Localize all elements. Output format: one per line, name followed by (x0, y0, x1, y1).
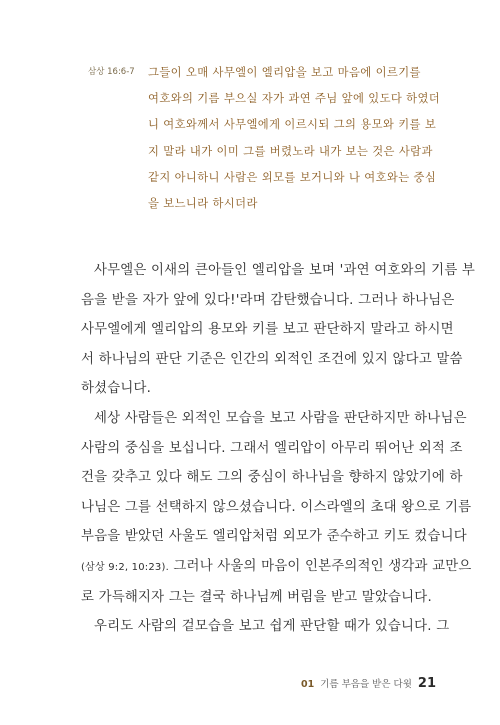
body-line: 우리도 사람의 겉모습을 보고 쉽게 판단할 때가 있습니다. 그 (94, 619, 450, 635)
body-line-with-reference (81, 552, 472, 583)
body-line: 사무엘은 이새의 큰아들인 엘리압을 보며 '과연 여호와의 기름 부 (94, 263, 476, 278)
body-line: 건을 갖추고 있다 해도 그의 중심이 하나님을 향하지 않았기에 하 (81, 470, 463, 486)
scripture-quote (88, 60, 441, 217)
body-line: 음을 받을 자가 앞에 있다!'라며 감탄했습니다. 그러나 하나님은 (81, 292, 455, 308)
body-line: 나님은 그를 선택하지 않으셨습니다. 이스라엘의 초대 왕으로 기름 (81, 499, 472, 515)
body-line-text: 그러나 사울의 마음이 인본주의적인 생각과 교만으 (173, 558, 472, 574)
page-number: 21 (417, 676, 436, 691)
quote-line: 같지 아니하니 사람은 외모를 보거니와 나 여호와는 중심 (148, 170, 437, 184)
body-line: 하셨습니다. (81, 381, 152, 397)
body-line: 로 가득해지자 그는 결국 하나님께 버림을 받고 말았습니다. (81, 589, 432, 605)
chapter-title: 기름 부음을 받은 다윗 (320, 679, 412, 690)
body-line: 서 하나님의 판단 기준은 인간의 외적인 조건에 있지 않다고 말씀 (81, 351, 463, 367)
quote-line: 여호와의 기름 부으실 자가 과연 주님 앞에 있도다 하였더 (148, 92, 441, 106)
quote-line: 지 말라 내가 이미 그를 버렸노라 내가 보는 것은 사람과 (148, 144, 433, 158)
body-text (81, 256, 476, 642)
quote-line: 니 여호와께서 사무엘에게 이르시되 그의 용모와 키를 보 (148, 118, 437, 132)
scripture-reference: 삼상 16:6-7 (88, 67, 135, 77)
body-line: 부음을 받았던 사울도 엘리압처럼 외모가 준수하고 키도 컸습니다 (81, 529, 467, 545)
quote-line: 그들이 오매 사무엘이 엘리압을 보고 마음에 이르기를 (148, 66, 421, 79)
inline-scripture-reference: (삼상 9:2, 10:23). (81, 561, 169, 573)
body-line: 세상 사람들은 외적인 모습을 보고 사람을 판단하지만 하나님은 (94, 410, 467, 426)
page-footer (301, 676, 436, 691)
body-line: 사람의 중심을 보십니다. 그래서 엘리압이 아무리 뛰어난 외적 조 (81, 440, 463, 456)
chapter-number: 01 (301, 679, 315, 690)
quote-line: 을 보느니라 하시더라 (148, 197, 258, 211)
body-line: 사무엘에게 엘리압의 용모와 키를 보고 판단하지 말라고 하시면 (81, 322, 454, 338)
